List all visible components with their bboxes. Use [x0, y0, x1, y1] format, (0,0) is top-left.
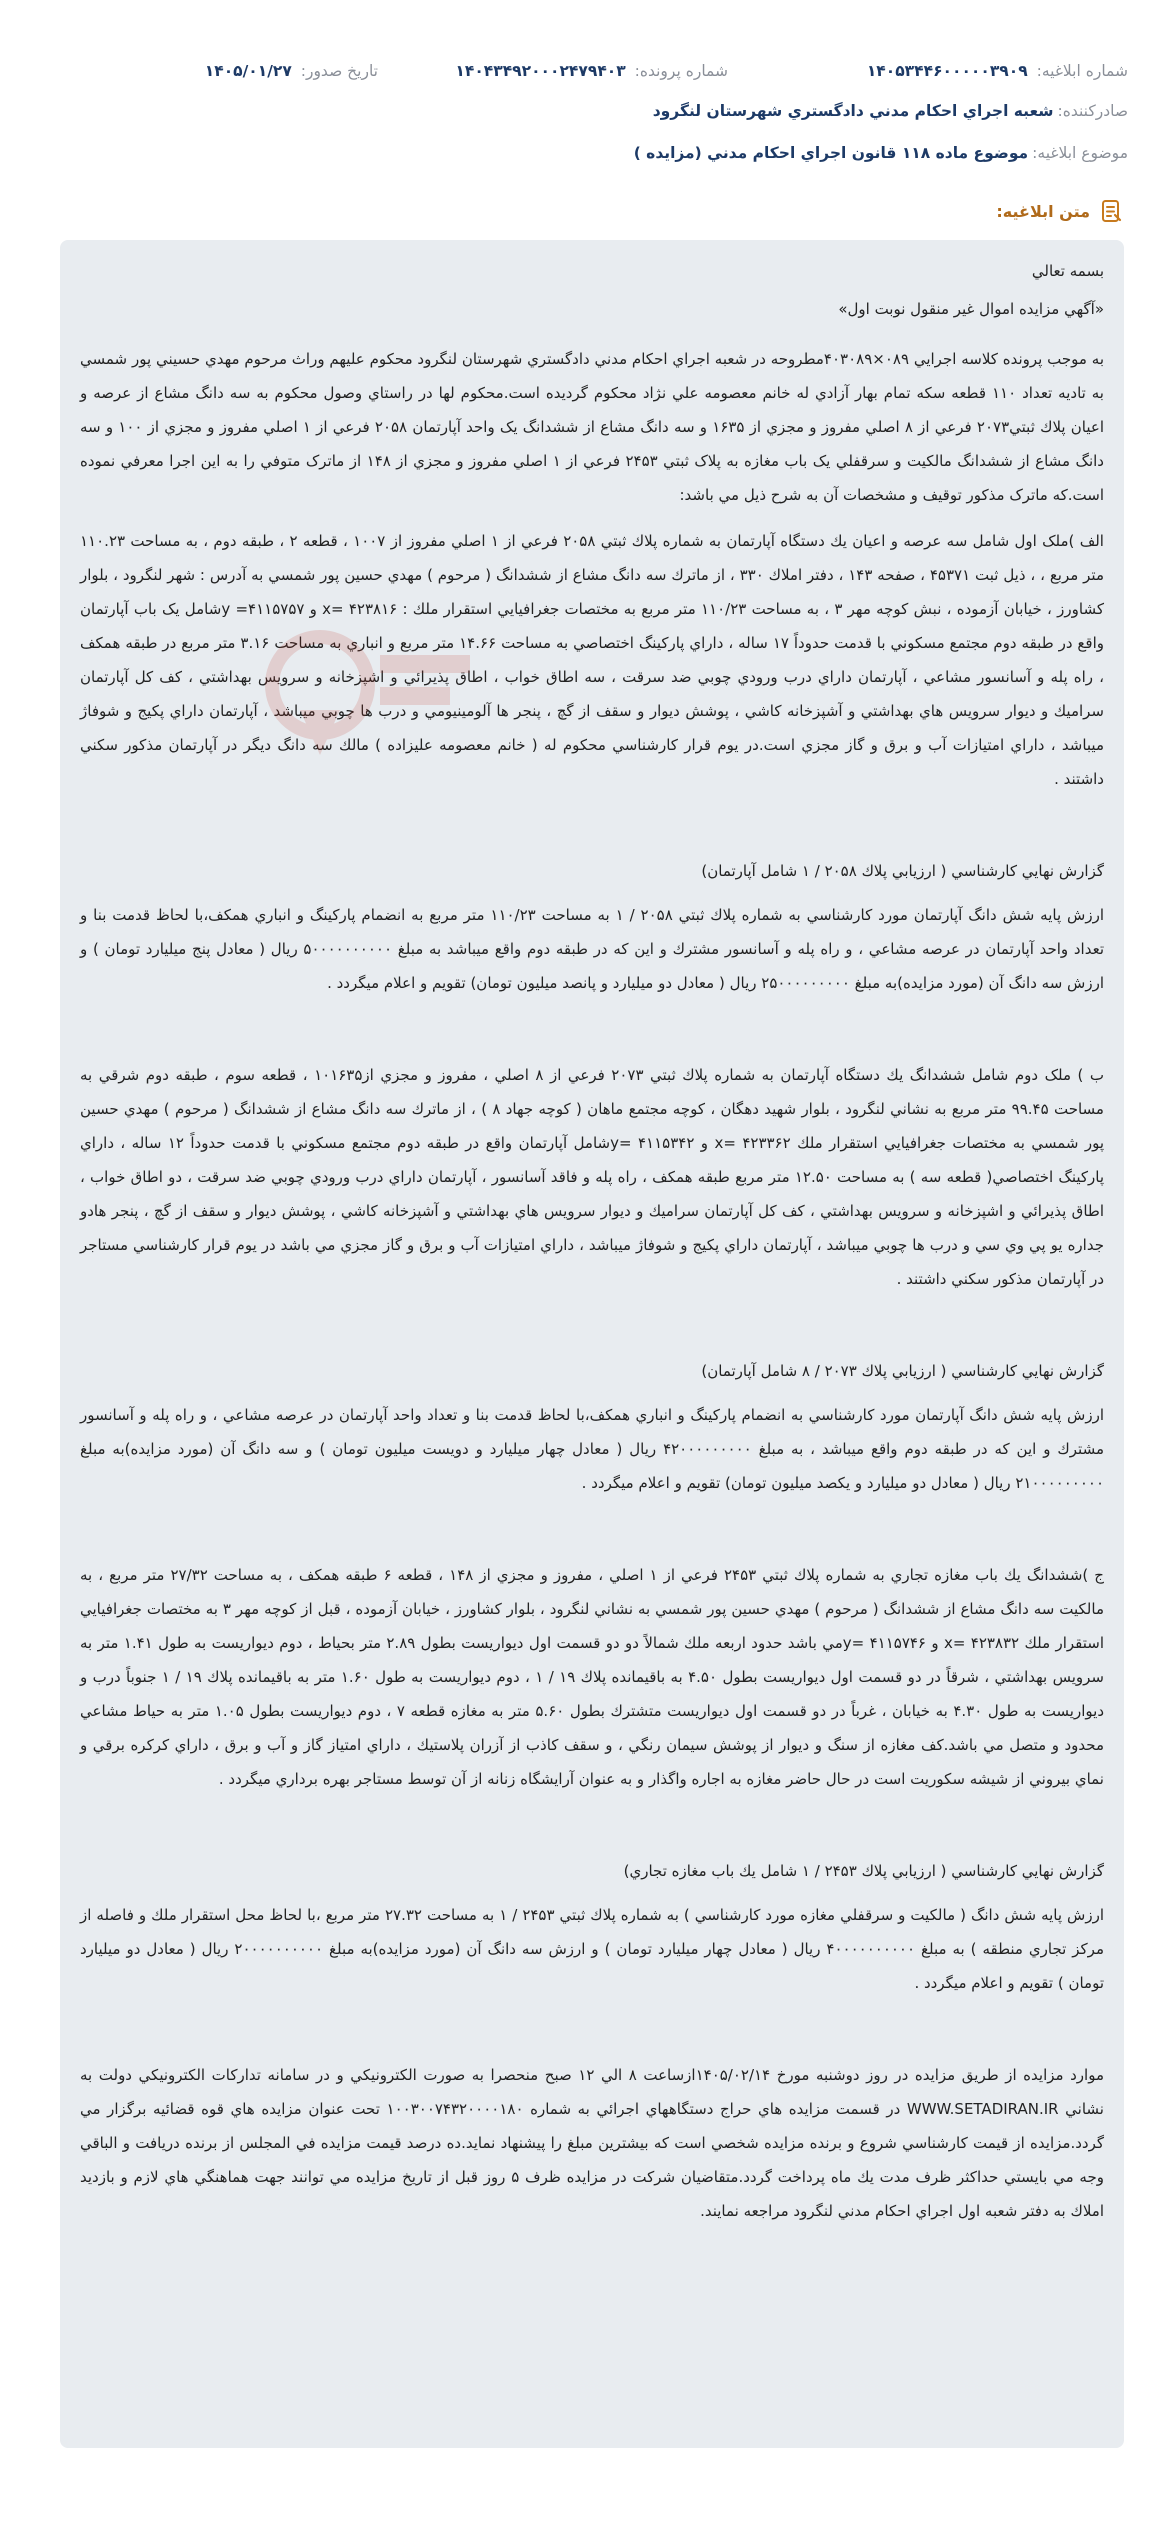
issuer-value: شعبه اجراي احكام مدني دادگستري شهرستان لنگرود: [652, 102, 1054, 120]
body-report-c-heading: گزارش نهايي كارشناسي ( ارزيابي پلاك ۲۴۵۳ / ۱ شامل يك باب مغازه تجاري): [623, 1862, 1104, 1880]
case-number: [455, 62, 728, 80]
body-report-a-paragraph: ارزش پايه شش دانگ آپارتمان مورد كارشناسي به شماره پلاك ثبتي ۲۰۵۸ / ۱ به مساحت ۱۱۰/۲۳ متر مربع به انضمام پاركينگ و انباري همكف،با لحاظ قدمت بنا و تعداد واحد آپارتمان در عرصه مشاعي ، و راه پله و آسانسور مشترك و اين كه در طبقه دوم واقع ميباشد به مبلغ ۵۰۰۰۰۰۰۰۰۰۰ ريال ( معادل پنج ميليارد تومان ) و ارزش سه دانگ آن (مورد مزايده)به مبلغ ۲۵۰۰۰۰۰۰۰۰۰ ريال ( معادل دو ميليارد و پانصد ميليون تومان) تقويم و اعلام ميگردد .: [80, 906, 1105, 992]
body-report-c-paragraph: ارزش پايه شش دانگ ( مالكيت و سرقفلي مغازه مورد كارشناسي ) به شماره پلاك ثبتي ۲۴۵۳ / ۱ به مساحت ۲۷.۳۲ متر مربع ،با لحاظ محل استقرار ملك و فاصله از مركز تجاري منطقه ) به مبلغ ۴۰۰۰۰۰۰۰۰۰۰ ريال ( معادل چهار ميليارد تومان ) و ارزش سه دانگ آن (مورد مزايده)به مبلغ ۲۰۰۰۰۰۰۰۰۰۰ ريال ( معادل دو ميليارد تومان ) تقويم و اعلام ميگردد .: [80, 1906, 1105, 1992]
subject-value: موضوع ماده ۱۱۸ قانون اجراي احكام مدني (مزايده ): [633, 144, 1029, 162]
body-property-a-paragraph: الف )ملک اول شامل سه عرصه و اعيان يك دستگاه آپارتمان به شماره پلاك ثبتي ۲۰۵۸ فرعي از ۱ اصلي مفروز از ۱۰۰۷ ، قطعه ۲ ، طبقه دوم ، به مساحت ۱۱۰.۲۳ متر مربع ، ، ذيل ثبت ۴۵۳۷۱ ، صفحه ۱۴۳ ، دفتر املاك ۳۳۰ ، از ماترك سه دانگ مشاع از ششدانگ ( مرحوم ) مهدي حسين پور شمسي به آدرس : شهر لنگرود ، بلوار كشاورز ، خيابان آزموده ، نبش كوچه مهر ۳ ، به مساحت ۱۱۰/۲۳ متر مربع به مختصات جغرافيايي استقرار ملك : x= ۴۲۳۸۱۶ و ۴۱۱۵۷۵۷= yشامل يک باب آپارتمان واقع در طبقه دوم مجتمع مسكوني با قدمت حدوداً ۱۷ ساله ، داراي پاركينگ اختصاصي به مساحت ۱۴.۶۶ متر مربع و انباري به مساحت ۳.۱۶ متر مربع در طبقه همكف ، راه پله و آسانسور مشاعي ، آپارتمان داراي درب ورودي چوبي ضد سرقت ، سه اطاق خواب ، اطاق پذيرائي و اشپزخانه و سرويس بهداشتي ، كف كل آپارتمان سراميك و ديوار سرويس هاي بهداشتي و آشپزخانه كاشي ، پوشش ديوار و سقف از گچ ، پنجر ها آلومينيومي و درب ها چوبي ميباشد ، آپارتمان داراي پكيج و شوفاژ ميباشد ، داراي امتيازات آب و برق و گاز مجزي است.در يوم قرار كارشناسي محكوم له ( خانم معصومه عليزاده ) مالك سه دانگ ديگر در آپارتمان مذكور سكني داشتند .: [80, 532, 1105, 788]
issue-date-label: تاريخ صدور:: [300, 62, 378, 80]
body-auction-terms-paragraph: موارد مزايده از طريق مزايده در روز دوشنبه مورخ ۱۴۰۵/۰۲/۱۴ازساعت ۸ الي ۱۲ صبح منحصرا به صورت الكترونيكي و در سامانه تداركات الكترونيكي دولت به نشاني WWW.SETADIRAN.IR در قسمت مزايده هاي حراج دستگاههاي اجرائي به شماره ۱۰۰۳۰۰۷۴۳۲۰۰۰۰۱۸۰ تحت عنوان مزايده هاي قوه قضائيه برگزار مي گردد.مزايده از قيمت كارشناسي شروع و برنده مزايده شخصي است كه بيشترين مبلغ را پيشنهاد نمايد.ده درصد قيمت مزايده في المجلس از برنده دريافت و الباقي وجه مي بايستي حداكثر ظرف مدت يك ماه پرداخت گردد.متقاضيان شركت در مزايده ظرف ۵ روز قبل از تاريخ مزايده مي توانند جهت هماهنگي هاي لازم و بازديد املاك به دفتر شعبه اول اجراي احكام مدني لنگرود مراجعه نمايند.: [80, 2066, 1104, 2220]
issue-date: [205, 62, 378, 80]
issue-date-value: ۱۴۰۵/۰۱/۲۷: [204, 62, 292, 80]
notice-number-value: ۱۴۰۵۳۴۴۶۰۰۰۰۰۳۹۰۹: [866, 62, 1028, 80]
body-property-b-paragraph: ب ) ملک دوم شامل ششدانگ يك دستگاه آپارتمان به شماره پلاك ثبتي ۲۰۷۳ فرعي از ۸ اصلي ، مفروز و مجزي از۱۰۱۶۳۵ ، قطعه سوم ، طبقه دوم شرقي به مساحت ۹۹.۴۵ متر مربع به نشاني لنگرود ، بلوار شهيد دهگان ، كوچه مجتمع ماهان ( كوچه جهاد ۸ ) ، از ماترك سه دانگ مشاع از ششدانگ ( مرحوم ) مهدي حسين پور شمسي به مختصات جغرافيايي استقرار ملك ۴۲۳۳۶۲ =x و ۴۱۱۵۳۴۲ =yشامل آپارتمان واقع در طبقه دوم مجتمع مسكوني با قدمت حدوداً ۱۲ ساله ، داراي پاركينگ اختصاصي( قطعه سه ) به مساحت ۱۲.۵۰ متر مربع طبقه همكف ، راه پله و فاقد آسانسور ، آپارتمان داراي درب ورودي چوبي ضد سرقت ، دو اطاق خواب ، اطاق پذيرائي و اشپزخانه و سرويس بهداشتي ، كف كل آپارتمان سراميك و ديوار سرويس هاي بهداشتي و آشپزخانه كاشي ، پوشش ديوار و سقف از گچ ، پنجر هادو جداره يو پي وي سي و درب ها چوبي ميباشد ، آپارتمان داراي پكيج و شوفاژ ميباشد ، داراي امتيازات آب و برق و گاز مجزي مي باشد در يوم قرار كارشناسي مستاجر در آپارتمان مذكور سكني داشتند .: [80, 1066, 1105, 1288]
meta-row-subject: [46, 138, 1128, 168]
body-report-a-heading: گزارش نهايي كارشناسي ( ارزيابي پلاك ۲۰۵۸ / ۱ شامل آپارتمان): [701, 862, 1104, 880]
notice-number-label: شماره ابلاغيه:: [1036, 62, 1128, 80]
document-icon: [1098, 198, 1124, 224]
case-number-value: ۱۴۰۴۳۴۹۲۰۰۰۲۴۷۹۴۰۳: [455, 62, 626, 80]
meta-row-numbers: [46, 56, 1128, 86]
notice-number: [867, 62, 1128, 80]
body-auction-title: «آگهي مزايده اموال غير منقول نوبت اول»: [838, 300, 1104, 318]
body-report-b-heading: گزارش نهايي كارشناسي ( ارزيابي پلاك ۲۰۷۳ / ۸ شامل آپارتمان): [701, 1362, 1104, 1380]
body-intro-paragraph: به موجب پرونده كلاسه اجرايي ۰۸۹×۴۰۳۰۸۹مطروحه در شعبه اجراي احكام مدني دادگستري شهرستان لنگرود محكوم عليهم وراث مرحوم مهدي حسيني پور شمسي به تاديه تعداد ۱۱۰ قطعه سكه تمام بهار آزادي له خانم معصومه علي نژاد محكوم گرديده است.محكوم لها در راستاي وصول محكوم به سه دانگ مشاع از عرصه و اعيان پلاك ثبتي۲۰۷۳ فرعي از ۸ اصلي مفروز و مجزي از ۱۶۳۵ و سه دانگ مشاع از ششدانگ يک واحد آپارتمان ۲۰۵۸ فرعي از ۱ اصلي مفروز و مجزي از ۱۰۰ و سه دانگ مشاع از ششدانگ مالكيت و سرقفلي يک باب مغازه به پلاک ثبتي ۲۴۵۳ فرعي از ۱ اصلي مفروز و مجزي از ۱۴۸ از ماترک متوفي را به اين اجرا معرفي نموده است.كه ماترک مذكور توقيف و مشخصات آن به شرح ذيل مي باشد:: [80, 350, 1105, 504]
case-number-label: شماره پرونده:: [634, 62, 728, 80]
notice-body: [60, 240, 1124, 2448]
body-property-c-paragraph: ج )ششدانگ يك باب مغازه تجاري به شماره پلاك ثبتي ۲۴۵۳ فرعي از ۱ اصلي ، مفروز و مجزي از ۱۴۸ ، قطعه ۶ طبقه همكف ، به مساحت ۲۷/۳۲ متر مربع ، به مالكيت سه دانگ مشاع از ششدانگ ( مرحوم ) مهدي حسين پور شمسي به نشاني لنگرود ، بلوار كشاورز ، خيابان آزموده ، قبل از كوچه مهر ۳ به مختصات جغرافيايي استقرار ملك ۴۲۳۸۳۲ =x و ۴۱۱۵۷۴۶ =yمي باشد حدود اربعه ملك شمالاً دو دو قسمت اول ديواريست بطول ۲.۸۹ متر بحياط ، دوم ديواريست به طول ۱.۴۱ متر به سرويس بهداشتي ، شرقاً در دو قسمت اول ديواريست بطول ۴.۵۰ به باقيمانده پلاك ۱۹ / ۱ ، دوم ديواريست به طول ۱.۶۰ متر به باقيمانده پلاك ۱۹ / ۱ جنوباً درب و ديواريست به طول ۴.۳۰ به خيابان ، غرباً در دو قسمت اول ديواريست متشترك بطول ۵.۶۰ متر به مغازه قطعه ۷ ، دوم ديواريست بطول ۱.۰۵ متر به حياط مشاعي محدود و متصل مي باشد.كف مغازه از سنگ و ديوار از پوشش سيمان رنگي ، و سقف كاذب از آزران پلاستيك ، داراي امتياز گاز و آب و برق ، داراي كركره برقي و نماي بيروني از شيشه سكوريت است در حال حاضر مغازه به اجاره واگذار و به عنوان آرايشگاه زنانه از آن توسط مستاجر بهره برداري ميگردد .: [80, 1566, 1104, 1788]
meta-row-issuer: [46, 96, 1128, 126]
body-heading-bismillah: بسمه تعالي: [1031, 262, 1104, 280]
subject-label: موضوع ابلاغيه:: [1032, 144, 1128, 162]
body-report-b-paragraph: ارزش پايه شش دانگ آپارتمان مورد كارشناسي به انضمام پاركينگ و انباري همكف،با لحاظ قدمت بنا و تعداد واحد آپارتمان در عرصه مشاعي ، و راه پله و آسانسور مشترك و اين كه در طبقه دوم واقع ميباشد ، به مبلغ ۴۲۰۰۰۰۰۰۰۰۰ ريال ( معادل چهار ميليارد و دويست ميليون تومان ) و سه دانگ آن (مورد مزايده)به مبلغ ۲۱۰۰۰۰۰۰۰۰۰ ريال ( معادل دو ميليارد و يكصد ميليون تومان) تقويم و اعلام ميگردد .: [80, 1406, 1104, 1492]
notice-text-heading-label: متن ابلاغيه:: [996, 201, 1090, 221]
notice-text-heading: [996, 198, 1124, 224]
issuer-label: صادرکننده:: [1057, 102, 1128, 120]
